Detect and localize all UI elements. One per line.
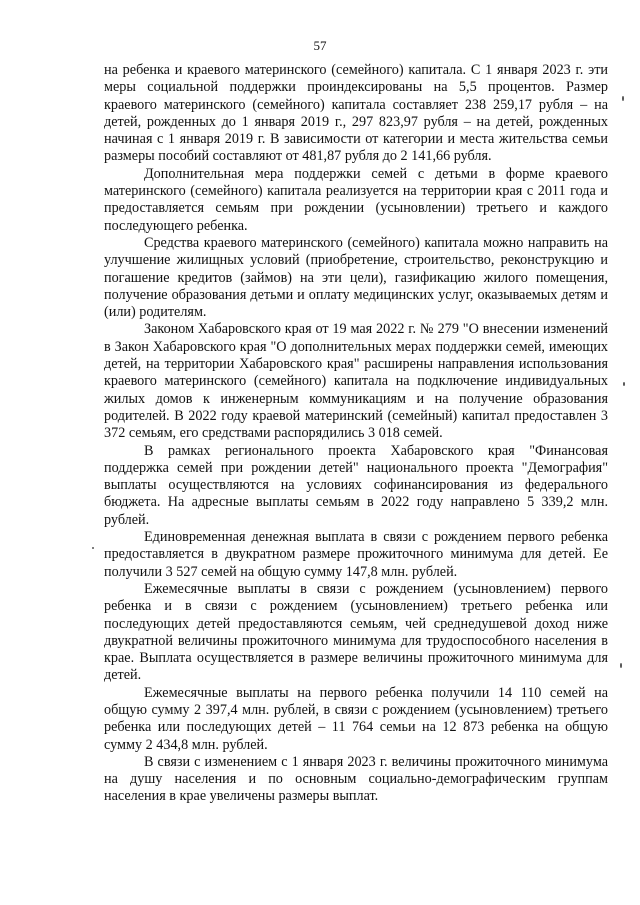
paragraph-payment-increase: В связи с изменением с 1 января 2023 г. величины прожиточного минимума на душу населения и по основным социально-демографическим группам населения в крае увеличены размеры выплат. <box>104 753 608 805</box>
paragraph-monthly-payments-stats: Ежемесячные выплаты на первого ребенка получили 14 110 семей на общую сумму 2 397,4 млн. рублей, в связи с рождением (усыновлением) третьего ребенка или последующих детей – 11 764 семьи на 12 873 ребенка на общую сумму 2 434,8 млн. рублей. <box>104 684 608 753</box>
page-number: 57 <box>313 38 327 53</box>
scan-speck <box>92 547 94 549</box>
paragraph-maternal-capital: Дополнительная мера поддержки семей с детьми в форме краевого материнского (семейного) капитала реализуется на территории края с 2011 года и предоставляется семьям при рождении (усыновлении) третьего и каждого последующего ребенка. <box>104 165 608 234</box>
paragraph-continuation: на ребенка и краевого материнского (семейного) капитала. С 1 января 2023 г. эти меры социальной поддержки проиндексированы на 5,5 процентов. Размер краевого материнского (семейного) капитала составляет 238 259,17 рубля – на детей, рожденных до 1 января 2019 г., 297 823,97 рубля – на детей, рожденных начиная с 1 января 2019 г. В зависимости от категории и места жительства семьи размеры пособий составляют от 481,87 рубля до 2 141,66 рубля. <box>104 62 608 165</box>
scan-speck <box>622 96 624 101</box>
document-body <box>104 62 608 806</box>
paragraph-regional-project: В рамках регионального проекта Хабаровского края "Финансовая поддержка семей при рождении детей" национального проекта "Демография" выплаты осуществляются на условиях софинансирования из федерального бюджета. На адресные выплаты семьям в 2022 году направлено 5 339,2 млн. рублей. <box>104 442 608 528</box>
paragraph-monthly-payments: Ежемесячные выплаты в связи с рождением (усыновлением) первого ребенка и в связи с рождением (усыновлением) третьего ребенка или последующих детей предоставляются семьям, чей среднедушевой доход ниже двукратной величины прожиточного минимума для трудоспособного населения в крае. Выплата осуществляется в размере величины прожиточного минимума для детей. <box>104 580 608 684</box>
paragraph-law-279: Законом Хабаровского края от 19 мая 2022 г. № 279 "О внесении изменений в Закон Хабаровского края "О дополнительных мерах поддержки семей, имеющих детей, на территории Хабаровского края" расширены направления использования краевого материнского (семейного) капитала на подключение индивидуальных жилых домов к инженерным коммуникациям и на получение образования родителей. В 2022 году краевой материнский (семейный) капитал предоставлен 3 372 семьям, его средствами распорядились 3 018 семей. <box>104 321 608 442</box>
scan-speck <box>620 663 622 668</box>
scan-speck <box>623 382 625 386</box>
paragraph-capital-uses: Средства краевого материнского (семейного) капитала можно направить на улучшение жилищных условий (приобретение, строительство, реконструкцию и погашение кредитов (займов) на эти цели), газификацию жилого помещения, получение образования детьми и оплату медицинских услуг, оказываемых детям и (или) родителям. <box>104 234 608 321</box>
paragraph-one-time-payment: Единовременная денежная выплата в связи с рождением первого ребенка предоставляется в двукратном размере прожиточного минимума для детей. Ее получили 3 527 семей на общую сумму 147,8 млн. рублей. <box>104 529 608 580</box>
